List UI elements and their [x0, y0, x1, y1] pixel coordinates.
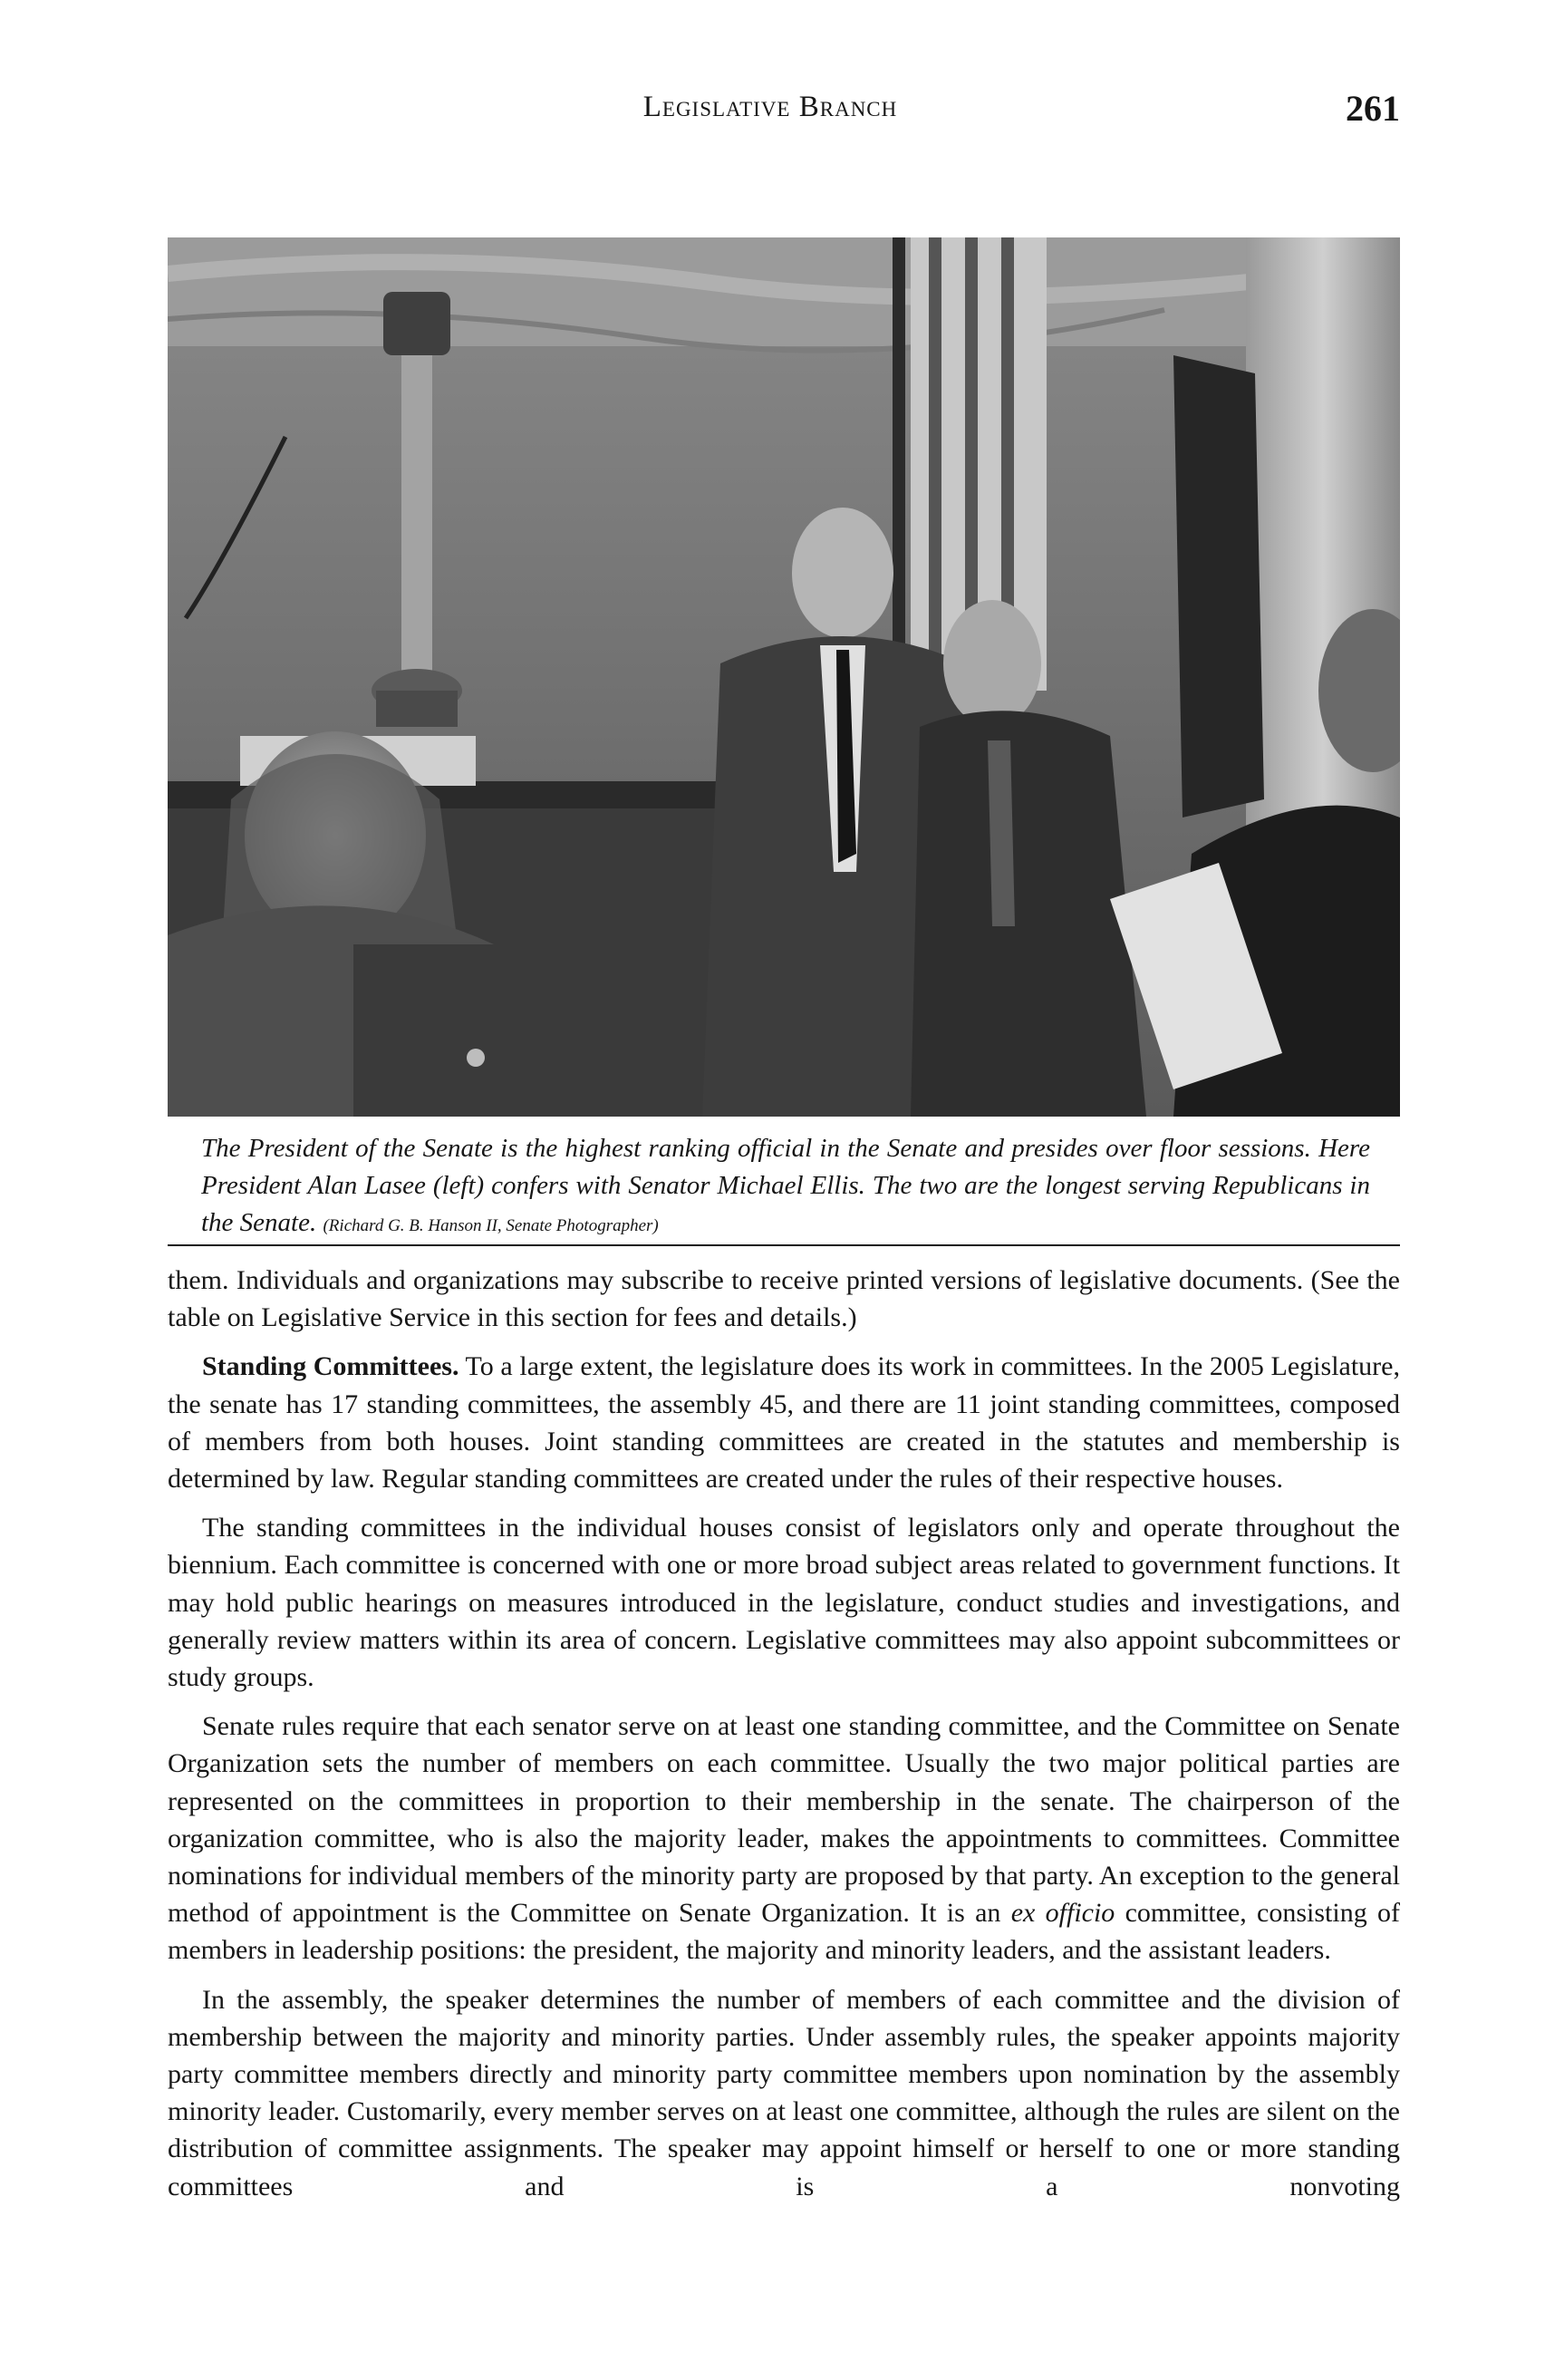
running-title: Legislative Branch: [642, 91, 898, 123]
paragraph-5: In the assembly, the speaker determines the number of members of each committee and the division of membership between the majority and minority parties. Under assembly rules, the speaker appoints majority party committee members directly and minority party committee members upon nomination by the assembly minority leader. Customarily, every member serves on at least one committee, although the rules are silent on the distribution of committee assignments. The speaker may appoint himself or herself to one or more standing committees and is a nonvoting: [168, 1984, 1400, 2201]
caption-divider: [168, 1244, 1400, 1246]
paragraph-4-text-a: Senate rules require that each senator serve on at least one standing committee, and the Committee on Senate Organization sets the number of members on each committee. Usually the two major political parties are represented on the committees in proportion to their membership in the senate. The chairperson of the organization committee, who is also the majority leader, makes the appointments to committees. Committee nominations for individual members of the minority party are proposed by that party. An exception to the general method of appointment is the Committee on Senate Organization. It is an: [168, 1711, 1400, 1929]
paragraph-4: [168, 1708, 1400, 1969]
section-heading-standing-committees: Standing Committees.: [202, 1351, 459, 1382]
photo-caption: [201, 1130, 1370, 1244]
paragraph-3: The standing committees in the individual houses consist of legislators only and operate throughout the biennium. Each committee is concerned with one or more broad subject areas related to government functions. It may hold public hearings on measures introduced in the legislature, conduct studies and investigations, and generally review matters within its area of concern. Legislative committees may also appoint subcommittees or study groups.: [168, 1513, 1400, 1693]
paragraph-4-text-b: committee, consisting of members in leadership positions: the president, the majority and minority leaders, and the assistant leaders.: [168, 1898, 1400, 1966]
photo-credit: (Richard G. B. Hanson II, Senate Photographer): [323, 1216, 659, 1235]
running-head: [0, 88, 1564, 145]
paragraph-4-italic: ex officio: [1010, 1898, 1115, 1929]
page-number: 261: [1346, 88, 1400, 129]
paragraph-2: [168, 1348, 1400, 1497]
paragraph-2-text: To a large extent, the legislature does its work in committees. In the 2005 Legislature, the senate has 17 standing committees, the assembly 45, and there are 11 joint standing committees, composed of members from both houses. Joint standing committees are created in the statutes and membership is determined by law. Regular standing committees are created under the rules of their respective houses.: [168, 1351, 1400, 1495]
body-text: [168, 1262, 1400, 2205]
caption-text: The President of the Senate is the highest ranking official in the Senate and presides over floor sessions. Here President Alan Lasee (left) confers with Senator Michael Ellis. The two are the longest serving Republicans in the Senate.: [201, 1134, 1370, 1237]
paragraph-1: them. Individuals and organizations may subscribe to receive printed versions of legislative documents. (See the table on Legislative Service in this section for fees and details.): [168, 1265, 1400, 1333]
senate-chamber-photo: [168, 237, 1400, 1117]
